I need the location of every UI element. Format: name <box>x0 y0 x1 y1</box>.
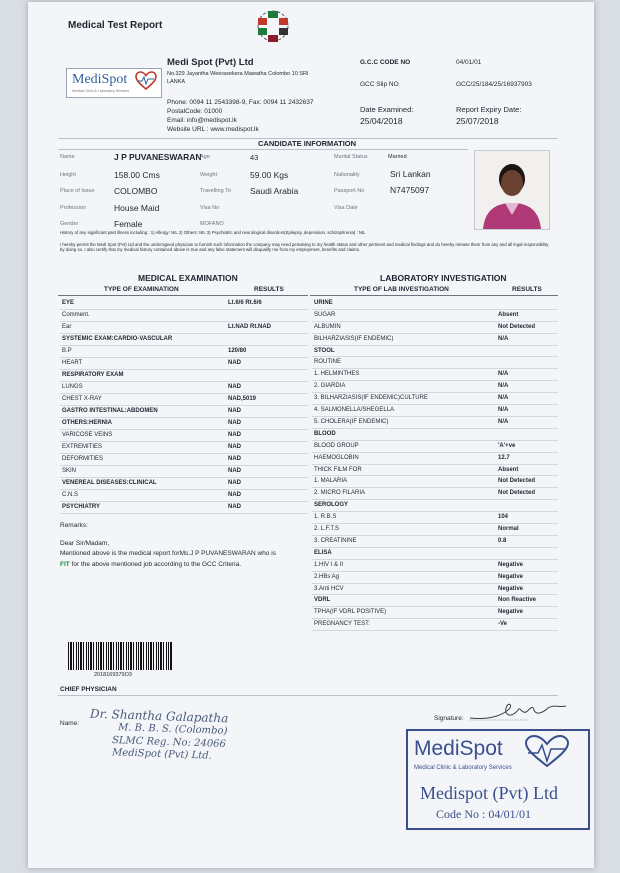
address-line-1: No.329 Jayantha Weerasekera Mawatha Colombo 10 SRI <box>167 71 309 77</box>
medical-row-label: EYE <box>62 300 75 306</box>
medical-row-value: NAD <box>228 432 241 438</box>
medical-row-label: GASTRO INTESTINAL:ABDOMEN <box>62 408 158 414</box>
lab-row-label: ROUTINE <box>314 359 341 366</box>
candidate-photo <box>474 150 550 230</box>
date-examined-value: 25/04/2018 <box>360 116 403 126</box>
lab-row-label: VDRL <box>314 597 331 604</box>
chief-physician-label: CHIEF PHYSICIAN <box>60 686 117 693</box>
lab-row-label: BLOOD <box>314 430 336 437</box>
medical-row-value: NAD <box>228 468 241 474</box>
lab-row-label: 1. MALARIA <box>314 478 348 485</box>
lab-row-value: N/A <box>498 335 509 342</box>
lab-row-label: 2. MICRO FILARIA <box>314 490 366 497</box>
medical-row-value: 120/80 <box>228 348 247 354</box>
lab-row-value: -Ve <box>498 621 508 628</box>
report-title: Medical Test Report <box>68 20 163 31</box>
medical-row-value: NAD <box>228 384 241 390</box>
medical-row-value: Lt.6/6 Rt.6/6 <box>228 300 262 306</box>
medical-row <box>60 501 308 514</box>
salutation: Dear Sir/Madam, <box>60 540 110 547</box>
lab-row-label: HAEMOGLOBIN <box>314 454 359 461</box>
medical-row-label: PSYCHIATRY <box>62 504 101 510</box>
lab-row-value: Negative <box>498 573 524 580</box>
medical-row-value: NAD <box>228 444 241 450</box>
lab-row-label: 2. GIARDIA <box>314 383 346 390</box>
gcc-flags-emblem-icon <box>256 8 290 44</box>
medispot-logo <box>66 68 162 98</box>
lab-row-label: 3.Anti HCV <box>314 585 344 592</box>
name-label: Name <box>60 154 75 160</box>
lab-row-label: 5. CHOLERA(IF ENDEMIC) <box>314 418 389 425</box>
lab-row-value: Absent <box>498 311 519 318</box>
logo-text: MediSpot <box>72 72 128 87</box>
lab-row-label: SEROLOGY <box>314 502 349 509</box>
lab-row-label: BILHARZIASIS(IF ENDEMIC) <box>314 335 394 342</box>
lab-row-label: TPHA(IF VDRL POSITIVE) <box>314 609 387 616</box>
lab-row-label: ALBUMIN <box>314 323 341 330</box>
lab-row-label: 2.HBs Ag <box>314 573 340 580</box>
age-label: Age <box>200 154 210 160</box>
lab-row-label: 1. R.B.S <box>314 514 337 521</box>
medical-row-label: LUNGS <box>62 384 83 390</box>
stamp-brand: MediSpot <box>414 737 503 760</box>
gcc-slip-value: GCC/25/184/25/16937903 <box>456 81 532 88</box>
lab-row-label: PREGNANCY TEST: <box>314 621 370 628</box>
medical-col-results: RESULTS <box>254 286 284 293</box>
statement-line-1: Mentioned above is the medical report forMs.J P PUVANESWARAN who is <box>60 550 276 557</box>
lab-row-label: ELISA <box>314 549 332 556</box>
lab-col-type: TYPE OF LAB INVESTIGATION <box>354 286 449 293</box>
lab-row-label: 3. BILHARZIASIS(IF ENDEMIC)CULTURE <box>314 395 428 402</box>
medical-row-value: NAD <box>228 504 241 510</box>
stamp-company: Medispot (Pvt) Ltd <box>420 783 558 803</box>
stamp-heart-pulse-icon <box>524 735 570 769</box>
lab-row-value: Negative <box>498 585 524 592</box>
medical-row-value: NAD <box>228 360 241 366</box>
lab-row-label: SUGAR <box>314 311 336 318</box>
physician-name-label: Name: <box>60 720 80 727</box>
gcc-code-label: G.C.C CODE NO <box>360 59 411 66</box>
medical-row-label: Comment. <box>62 312 90 318</box>
barcode <box>68 642 172 670</box>
expiry-label: Report Expiry Date: <box>456 105 522 114</box>
stamp-tagline: Medical Clinic & Laboratory Services <box>414 765 512 771</box>
gcc-code-value: 04/01/01 <box>456 59 482 66</box>
medical-row-label: RESPIRATORY EXAM <box>62 372 124 378</box>
medical-row-label: OTHERS:HERNIA <box>62 420 113 426</box>
barcode-number: 2018169379O3 <box>94 672 132 678</box>
marital-label: Marital Status <box>334 154 368 160</box>
medical-row-value: NAD <box>228 480 241 486</box>
lab-row-label: 1. HELMINTHES <box>314 371 360 378</box>
place-value: COLOMBO <box>114 186 158 196</box>
lab-row-value: N/A <box>498 395 509 402</box>
lab-row-value: Negative <box>498 609 524 616</box>
lab-row-value: Normal <box>498 526 519 533</box>
medical-row-label: Ear <box>62 324 72 330</box>
weight-label: Weight <box>200 172 218 178</box>
medical-row-label: VENEREAL DISEASES:CLINICAL <box>62 480 157 486</box>
lab-row-label: BLOOD GROUP <box>314 442 359 449</box>
lab-row-value: Not Detected <box>498 478 536 485</box>
physician-name: Dr. Shantha Galapatha <box>89 706 229 726</box>
medical-row-value: NAD,5019 <box>228 396 257 402</box>
passport-label: Passport No <box>334 188 365 194</box>
expiry-value: 25/07/2018 <box>456 116 499 126</box>
lab-row-label: 1.HIV I & II <box>314 561 344 568</box>
height-label: Height <box>60 172 76 178</box>
gcc-slip-label: GCC Slip NO <box>360 81 399 88</box>
medical-row-value: NAD <box>228 456 241 462</box>
medical-row-value: Lt.NAD Rt.NAD <box>228 324 271 330</box>
lab-row-label: THICK FILM FOR <box>314 466 362 473</box>
lab-row-label: 2. L.F.T.S <box>314 526 340 533</box>
nationality-value: Sri Lankan <box>390 169 431 179</box>
profession-value: House Maid <box>114 203 160 213</box>
medical-row-label: EXTREMITIES <box>62 444 103 450</box>
name-value: J P PUVANESWARAN <box>114 152 202 162</box>
weight-value: 59.00 Kgs <box>250 170 289 180</box>
lab-col-results: RESULTS <box>512 286 542 293</box>
lab-row-value: 0.8 <box>498 537 507 544</box>
declaration-text: I hereby permit the Medi Spot (Pvt) Ltd and the undersigned physician to furnish such information the company may need pertaining to my health status and other pertinent and medical findings and do hereby release them from any and all legal responsibility by doing so. I also certify that my medical history contained above is true and any false statement will disqualify me from my employment, benefits and claims. <box>60 242 549 253</box>
signature-label: Signature: <box>434 715 464 722</box>
physician-registration: SLMC Reg. No: 24066 <box>111 735 227 750</box>
medical-row-label: DEFORMITIES <box>62 456 104 462</box>
stamp-code: Code No : 04/01/01 <box>436 807 531 821</box>
statement-line-2 <box>60 561 241 568</box>
candidate-section-title: CANDIDATE INFORMATION <box>258 139 357 148</box>
lab-row-value: Non Reactive <box>498 597 537 604</box>
postal-code: PostalCode: 01000 <box>167 108 223 115</box>
address-line-2: LANKA <box>167 79 186 85</box>
website: Website URL : www.medispot.lk <box>167 126 259 133</box>
lab-row-value: N/A <box>498 383 509 390</box>
visa-label: Visa No <box>200 205 220 211</box>
lab-row-value: N/A <box>498 407 509 414</box>
medical-row-value: NAD <box>228 420 241 426</box>
physician-company: MediSpot (Pvt) Ltd. <box>111 747 213 762</box>
logo-tagline: Medical Clinic & Laboratory Services <box>72 89 129 93</box>
medical-row-label: VARICOSE VEINS <box>62 432 113 438</box>
medical-col-type: TYPE OF EXAMINATION <box>104 286 179 293</box>
history-text: History of any significant past illness including : 1) Allergy: NIL 2) Others: NIL 3) Psychiatric and neurological disorders(Epilepsy, depression, schizophrenia) : NIL <box>60 230 366 235</box>
handwritten-signature-icon <box>468 698 568 726</box>
lab-row-label: STOOL <box>314 347 335 354</box>
medical-row-label: B.P <box>62 348 72 354</box>
company-name: Medi Spot (Pvt) Ltd <box>167 57 254 68</box>
medical-section-title: MEDICAL EXAMINATION <box>138 273 238 283</box>
medical-row-value: NAD <box>228 408 241 414</box>
travelling-value: Saudi Arabia <box>250 186 299 196</box>
medical-row-label: SKIN <box>62 468 77 474</box>
gender-value: Female <box>114 219 143 229</box>
lab-row-value: Not Detected <box>498 323 536 330</box>
medical-row-label: SYSTEMIC EXAM:CARDIO-VASCULAR <box>62 336 173 342</box>
lab-row-label: URINE <box>314 299 333 306</box>
lab-row-label: 4. SALMONELLA/SHEGELLA <box>314 407 395 414</box>
statement-line-2-text: for the above mentioned job according to the GCC Criteria. <box>69 561 242 568</box>
passport-value: N7475097 <box>390 185 430 195</box>
lab-row-value: N/A <box>498 418 509 425</box>
age-value: 43 <box>250 153 259 162</box>
phone-fax: Phone: 0094 11 2543398-9, Fax: 0094 11 2432637 <box>167 99 314 106</box>
lab-row-label: 3. CREATININE <box>314 537 357 544</box>
medical-report-page <box>28 2 594 868</box>
travelling-label: Travelling To <box>200 188 231 194</box>
remarks-label: Remarks: <box>60 522 88 529</box>
medical-row-label: CHEST X-RAY <box>62 396 102 402</box>
date-examined-label: Date Examined: <box>360 105 414 114</box>
lab-row-value: Absent <box>498 466 519 473</box>
fit-word: FIT <box>60 561 70 568</box>
place-label: Place of Issue <box>60 188 95 194</box>
physician-qualification: M. B. B. S. (Colombo) <box>117 722 228 737</box>
medical-row-value: NAD <box>228 492 241 498</box>
lab-row-value: 12.7 <box>498 454 510 461</box>
nationality-label: Nationality <box>334 172 360 178</box>
profession-label: Profession <box>60 205 86 211</box>
lab-row-value: 'A'+ve <box>498 442 516 449</box>
medical-row-label: HEART <box>62 360 83 366</box>
lab-row-value: Not Detected <box>498 490 536 497</box>
lab-row <box>312 618 558 631</box>
height-value: 158.00 Cms <box>114 170 160 180</box>
email: Email: info@medispot.lk <box>167 117 237 124</box>
company-stamp <box>406 729 590 830</box>
candidate-portrait-icon <box>475 151 549 229</box>
heart-pulse-icon <box>135 71 157 91</box>
mofano-label: MOFANO <box>200 221 224 227</box>
lab-row-value: Negative <box>498 561 524 568</box>
lab-row-value: N/A <box>498 371 509 378</box>
marital-value: Married <box>388 154 407 160</box>
lab-row-value: 104 <box>498 514 509 521</box>
gender-label: Gender <box>60 221 79 227</box>
medical-row-label: C.N.S <box>62 492 79 498</box>
visa-date-label: Visa Date <box>334 205 358 211</box>
lab-section-title: LABORATORY INVESTIGATION <box>380 273 507 283</box>
